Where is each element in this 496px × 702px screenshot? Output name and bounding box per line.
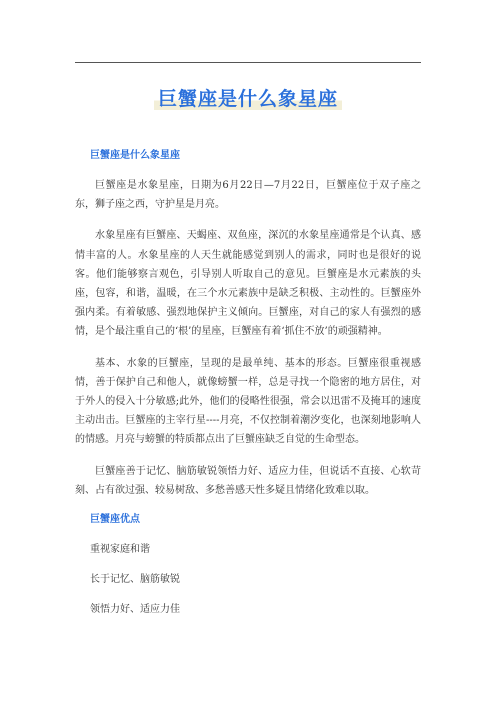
paragraph: 巨蟹座是水象星座，日期为6月22日—7月22日，巨蟹座位于双子座之东，狮子座之西，守护星是月亮。 xyxy=(75,180,421,211)
list-item: 领悟力好、适应力佳 xyxy=(90,604,180,616)
title-wrapper xyxy=(0,86,496,112)
list-item: 重视家庭和谐 xyxy=(90,544,150,556)
document-body xyxy=(75,148,421,631)
paragraph: 巨蟹座善于记忆、脑筋敏锐领悟力好、适应力佳，但说话不直接、心软苛刻、占有欲过强、较易树敌、多愁善感天性多疑且情绪化致难以取。 xyxy=(75,465,421,496)
section-heading: 巨蟹座是什么象星座 xyxy=(90,150,180,161)
section-strengths xyxy=(75,512,421,620)
paragraph: 基本、水象的巨蟹座，呈现的是最单纯、基本的形态。巨蟹座很重视感情，善于保护自己和他人，就像螃蟹一样，总是寻找一个隐密的地方居住，对于外人的侵入十分敏感;此外，他们的侵略性很强，常会以迅雷不及掩耳的速度主动出击。巨蟹座的主宰行星----月亮，不仅控制着潮汐变化，也深刻地影响人的情感。月亮与螃蟹的特质都点出了巨蟹座缺乏自觉的生命型态。 xyxy=(75,357,421,446)
header-rule xyxy=(75,62,421,63)
list-item: 长于记忆、脑筋敏锐 xyxy=(90,574,180,586)
section-zodiac-element xyxy=(75,148,421,500)
paragraph: 水象星座有巨蟹座、天蝎座、双鱼座，深沉的水象星座通常是个认真、感情丰富的人。水象星座的人天生就能感觉到别人的需求，同时也是很好的说客。他们能够察言观色，引导别人听取自己的意见。巨蟹座是水元素族的头座，包容，和谐，温暖，在三个水元素族中是缺乏积极、主动性的。巨蟹座外强内柔。有着敏感、强烈地保护主义倾向。巨蟹座，对自己的家人有强烈的感情，是个最注重自己的‘根’的星座，巨蟹座有着‘抓住不放’的顽强精神。 xyxy=(75,230,421,338)
section-heading: 巨蟹座优点 xyxy=(90,514,140,526)
document-title: 巨蟹座是什么象星座 xyxy=(154,86,342,112)
